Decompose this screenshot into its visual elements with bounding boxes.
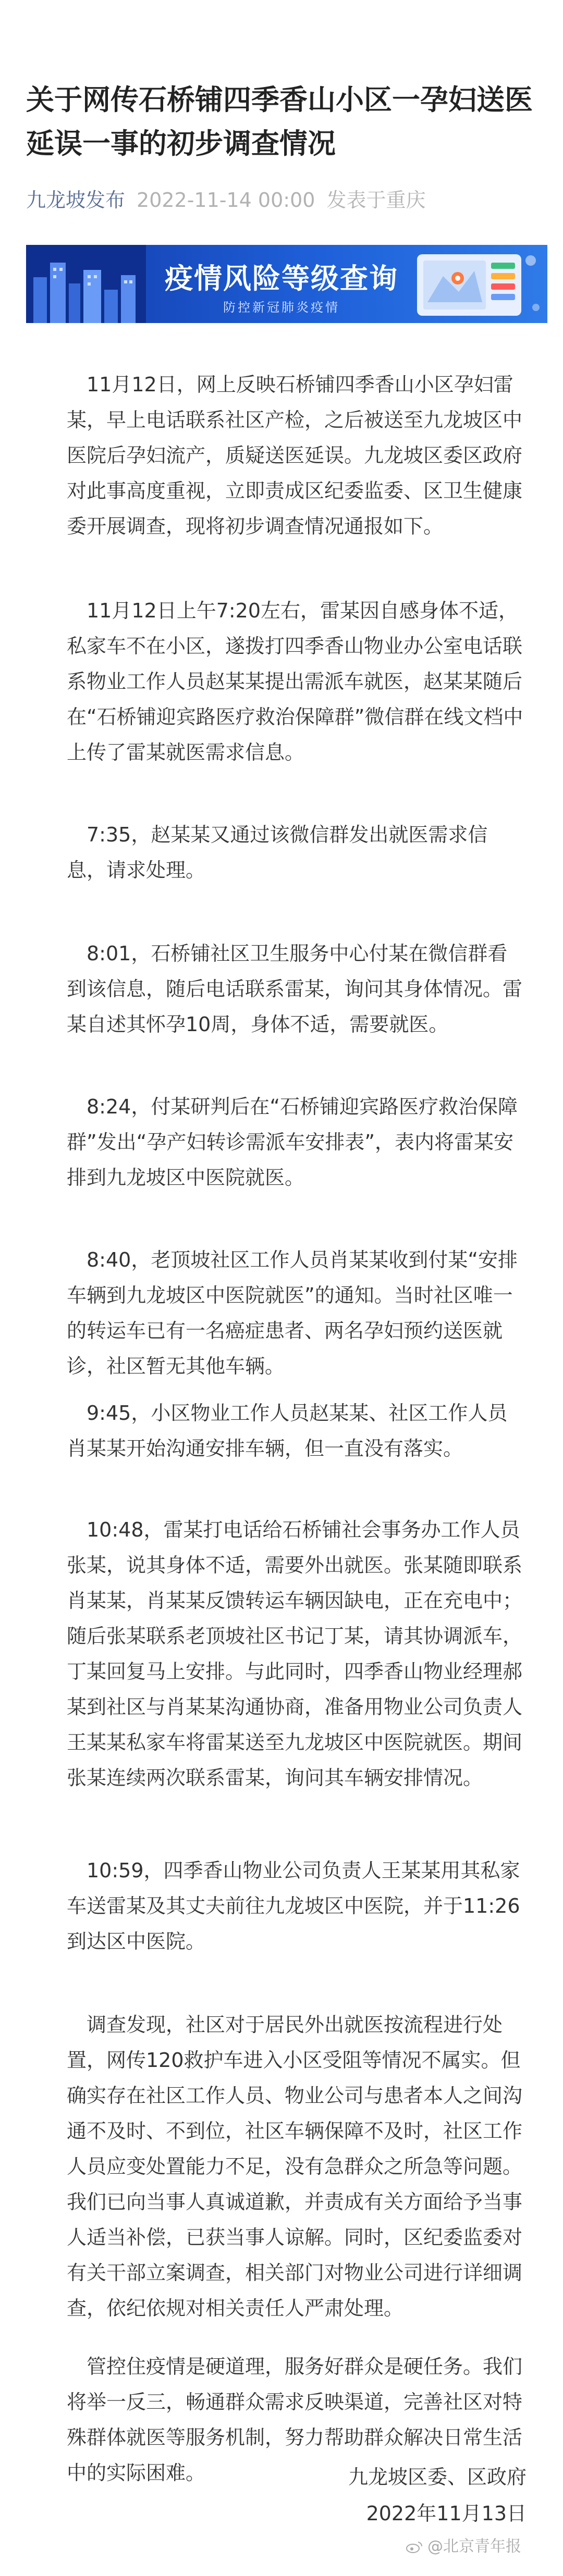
publish-location: 发表于重庆 xyxy=(326,189,426,212)
city-skyline-icon xyxy=(26,245,146,323)
banner-title: 疫情风险等级查询 xyxy=(165,262,398,295)
paragraph-0801: 8:01，石桥铺社区卫生服务中心付某在微信群看到该信息，随后电话联系雷某，询问其身体情况。雷某自述其怀孕10周，身体不适，需要就医。 xyxy=(67,942,523,1036)
article-meta xyxy=(26,188,537,213)
watermark xyxy=(313,2536,521,2557)
paragraph-1048: 10:48，雷某打电话给石桥铺社会事务办工作人员张某，说其身体不适，需要外出就医。张某随即联系肖某某，肖某某反馈转运车辆因缺电，正在充电中；随后张某联系老顶坡社区书记丁某，请其协调派车，丁某回复马上安排。与此同时，四季香山物业经理郝某到社区与肖某某沟通协商，准备用物业公司负责人王某某私家车将雷某送至九龙坡区中医院就医。期间张某连续两次联系雷某，询问其车辆安排情况。 xyxy=(67,1518,523,1789)
weibo-icon xyxy=(406,2540,423,2554)
paragraph-findings: 调查发现，社区对于居民外出就医按流程进行处置，网传120救护车进入小区受阻等情况不属实。但确实存在社区工作人员、物业公司与患者本人之间沟通不及时、不到位，社区车辆保障不及时，社区工作人员应变处置能力不足，没有急群众之所急等问题。我们已向当事人真诚道歉，并责成有关方面给予当事人适当补偿，已获当事人谅解。同时，区纪委监委对有关干部立案调查，相关部门对物业公司进行详细调查，依纪依规对相关责任人严肃处理。 xyxy=(67,2013,523,2320)
signature-org: 九龙坡区委、区政府 xyxy=(348,2466,527,2488)
banner-subtitle: 防控新冠肺炎疫情 xyxy=(223,300,340,315)
signature-date: 2022年11月13日 xyxy=(366,2502,527,2525)
paragraph-0735: 7:35，赵某某又通过该微信群发出就医需求信息，请求处理。 xyxy=(67,823,488,882)
paragraph-0840: 8:40，老顶坡社区工作人员肖某某收到付某“安排车辆到九龙坡区中医院就医”的通知。当时社区唯一的转运车已有一名癌症患者、两名孕妇预约送医就诊，社区暂无其他车辆。 xyxy=(67,1248,518,1378)
account-name-link[interactable]: 九龙坡发布 xyxy=(26,189,126,212)
paragraph-conclusion: 管控住疫情是硬道理，服务好群众是硬任务。我们将举一反三，畅通群众需求反映渠道，完善社区对特殊群体就医等服务机制，努力帮助群众解决日常生活中的实际困难。 xyxy=(67,2355,523,2484)
map-phone-icon xyxy=(396,245,547,323)
paragraph-0945: 9:45，小区物业工作人员赵某某、社区工作人员肖某某开始沟通安排车辆，但一直没有落实。 xyxy=(67,1402,508,1460)
article-title: 关于网传石桥铺四季香山小区一孕妇送医延误一事的初步调查情况 xyxy=(26,83,533,160)
paragraph-intro: 11月12日，网上反映石桥铺四季香山小区孕妇雷某，早上电话联系社区产检，之后被送至九龙坡区中医院后孕妇流产，质疑送医延误。九龙坡区委区政府对此事高度重视，立即责成区纪委监委、区卫生健康委开展调查，现将初步调查情况通报如下。 xyxy=(67,373,523,538)
paragraph-1059: 10:59，四季香山物业公司负责人王某某用其私家车送雷某及其丈夫前往九龙坡区中医院，并于11:26到达区中医院。 xyxy=(67,1859,520,1953)
publish-datetime: 2022-11-14 00:00 xyxy=(137,189,315,212)
risk-query-banner[interactable] xyxy=(26,245,547,323)
paragraph-0720: 11月12日上午7:20左右，雷某因自感身体不适，私家车不在小区，遂拨打四季香山物业办公室电话联系物业工作人员赵某某提出需派车就医，赵某某随后在“石桥铺迎宾路医疗救治保障群”微信群在线文档中上传了雷某就医需求信息。 xyxy=(67,599,523,764)
paragraph-0824: 8:24，付某研判后在“石桥铺迎宾路医疗救治保障群”发出“孕产妇转诊需派车安排表”，表内将雷某安排到九龙坡区中医院就医。 xyxy=(67,1095,518,1189)
watermark-text: @北京青年报 xyxy=(427,2537,521,2556)
